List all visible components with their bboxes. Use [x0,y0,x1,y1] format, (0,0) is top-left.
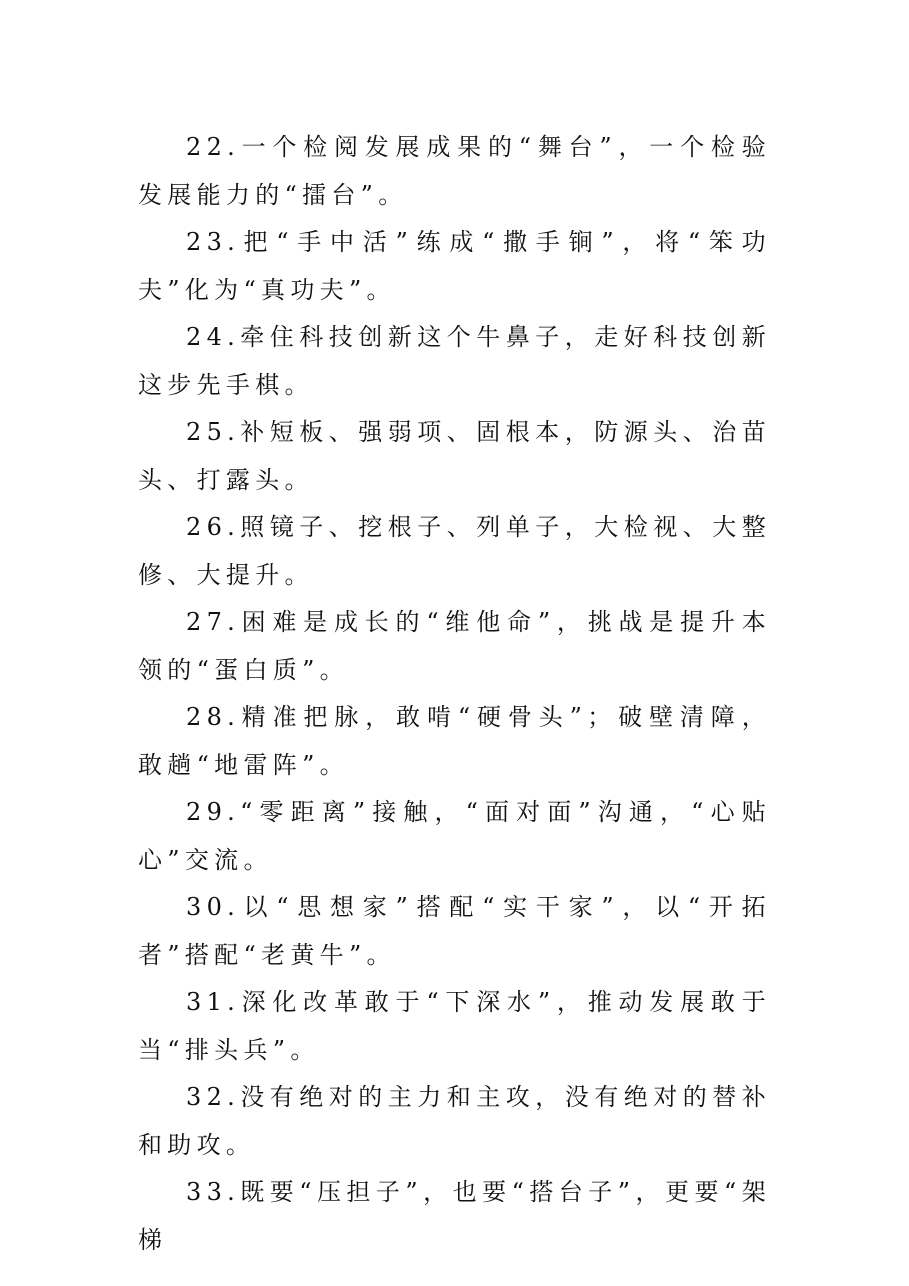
paragraph-22: 22.一个检阅发展成果的“舞台”，一个检验发展能力的“擂台”。 [138,133,771,209]
paragraph-25: 25.补短板、强弱项、固根本，防源头、治苗头、打露头。 [138,418,771,494]
paragraph-28: 28.精准把脉，敢啃“硬骨头”；破壁清障，敢趟“地雷阵”。 [138,703,771,779]
paragraph-33: 33.既要“压担子”，也要“搭台子”，更要“架梯 [138,1178,771,1254]
paragraph-32: 32.没有绝对的主力和主攻，没有绝对的替补和助攻。 [138,1083,771,1159]
paragraph-31: 31.深化改革敢于“下深水”，推动发展敢于当“排头兵”。 [138,988,771,1064]
paragraph-27: 27.困难是成长的“维他命”，挑战是提升本领的“蛋白质”。 [138,608,771,684]
paragraph-24: 24.牵住科技创新这个牛鼻子，走好科技创新这步先手棋。 [138,323,771,399]
paragraph-23: 23.把“手中活”练成“撒手锏”，将“笨功夫”化为“真功夫”。 [138,228,771,304]
paragraph-29: 29.“零距离”接触，“面对面”沟通，“心贴心”交流。 [138,798,771,874]
paragraph-26: 26.照镜子、挖根子、列单子，大检视、大整修、大提升。 [138,513,771,589]
paragraph-30: 30.以“思想家”搭配“实干家”，以“开拓者”搭配“老黄牛”。 [138,893,771,969]
